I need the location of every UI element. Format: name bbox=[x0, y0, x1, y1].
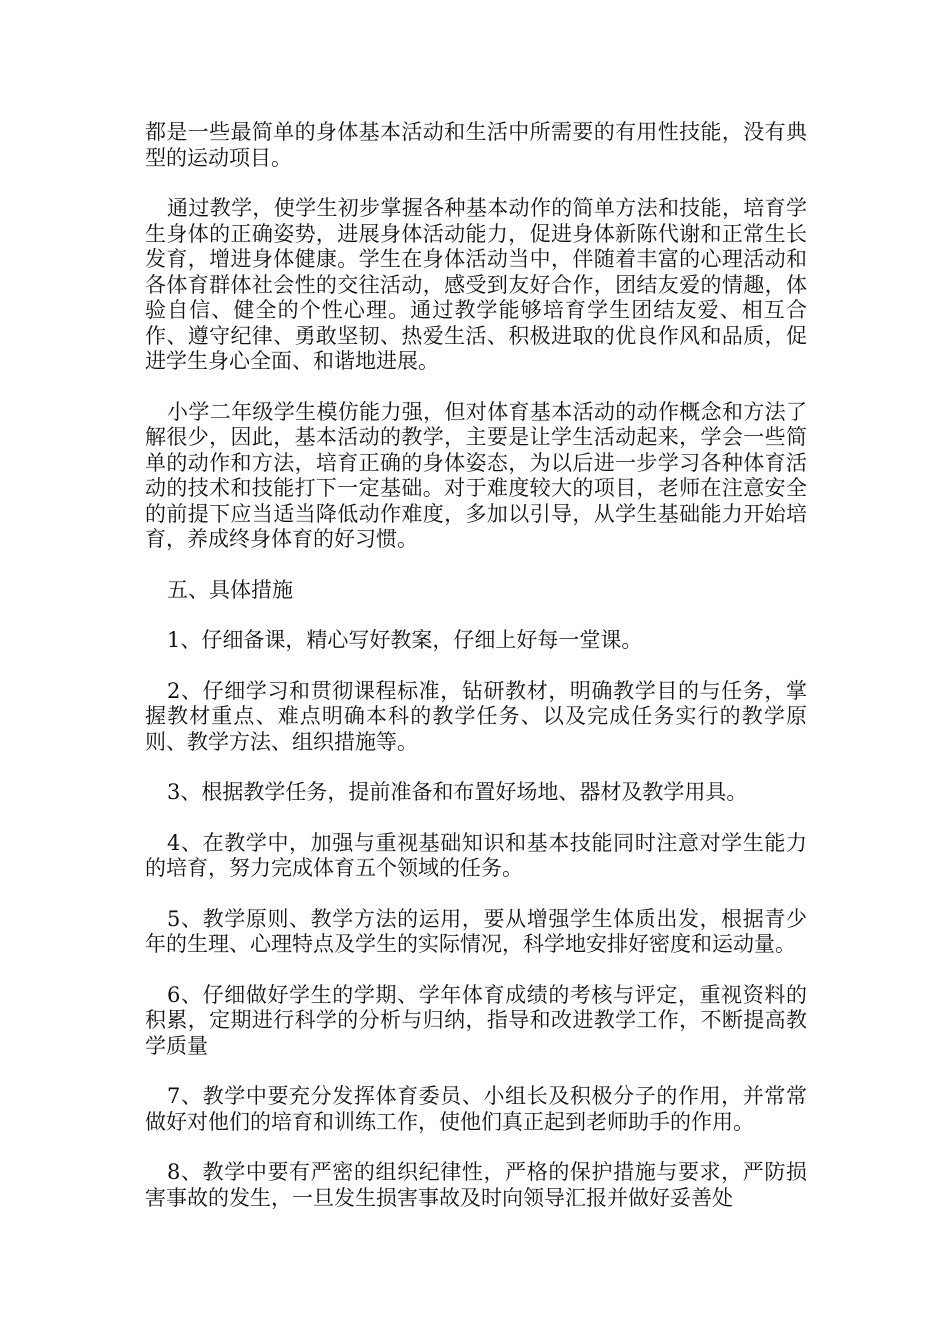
paragraph-teaching-goals: 通过教学，使学生初步掌握各种基本动作的简单方法和技能，培育学生身体的正确姿势，进展身体活动能力，促进身体新陈代谢和正常生长发育，增进身体健康。学生在身体活动当中，伴随着丰富的心理活动和各体育群体社会性的交往活动，感受到友好合作，团结友爱的情趣，体验自信、健全的个性心理。通过教学能够培育学生团结友爱、相互合作、遵守纪律、勇敢坚韧、热爱生活、积极进取的优良作风和品质，促进学生身心全面、和谐地进展。 bbox=[145, 196, 807, 373]
measure-item-4: 4、在教学中，加强与重视基础知识和基本技能同时注意对学生能力的培育，努力完成体育五个领域的任务。 bbox=[145, 830, 807, 880]
measure-item-2: 2、仔细学习和贯彻课程标准，钻研教材，明确教学目的与任务，掌握教材重点、难点明确本科的教学任务、以及完成任务实行的教学原则、教学方法、组织措施等。 bbox=[145, 678, 807, 754]
measure-item-5: 5、教学原则、教学方法的运用，要从增强学生体质出发，根据青少年的生理、心理特点及学生的实际情况，科学地安排好密度和运动量。 bbox=[145, 906, 807, 956]
paragraph-student-analysis: 小学二年级学生模仿能力强，但对体育基本活动的动作概念和方法了解很少，因此，基本活动的教学，主要是让学生活动起来，学会一些简单的动作和方法，培育正确的身体姿态，为以后进一步学习各种体育活动的技术和技能打下一定基础。对于难度较大的项目，老师在注意安全的前提下应当适当降低动作难度，多加以引导，从学生基础能力开始培育，养成终身体育的好习惯。 bbox=[145, 399, 807, 551]
measure-item-3: 3、根据教学任务，提前准备和布置好场地、器材及教学用具。 bbox=[167, 780, 748, 804]
section-heading-measures: 五、具体措施 bbox=[167, 577, 294, 602]
measure-item-1: 1、仔细备课，精心写好教案，仔细上好每一堂课。 bbox=[167, 628, 643, 652]
measure-item-6: 6、仔细做好学生的学期、学年体育成绩的考核与评定，重视资料的积累，定期进行科学的分析与归纳，指导和改进教学工作，不断提高教学质量 bbox=[145, 982, 807, 1058]
document-page bbox=[145, 120, 807, 1236]
measure-item-8: 8、教学中要有严密的组织纪律性，严格的保护措施与要求，严防损害事故的发生，一旦发生损害事故及时向领导汇报并做好妥善处 bbox=[145, 1160, 807, 1210]
measure-item-7: 7、教学中要充分发挥体育委员、小组长及积极分子的作用，并常常做好对他们的培育和训练工作，使他们真正起到老师助手的作用。 bbox=[145, 1084, 807, 1134]
paragraph-continuation: 都是一些最简单的身体基本活动和生活中所需要的有用性技能，没有典型的运动项目。 bbox=[145, 120, 807, 170]
